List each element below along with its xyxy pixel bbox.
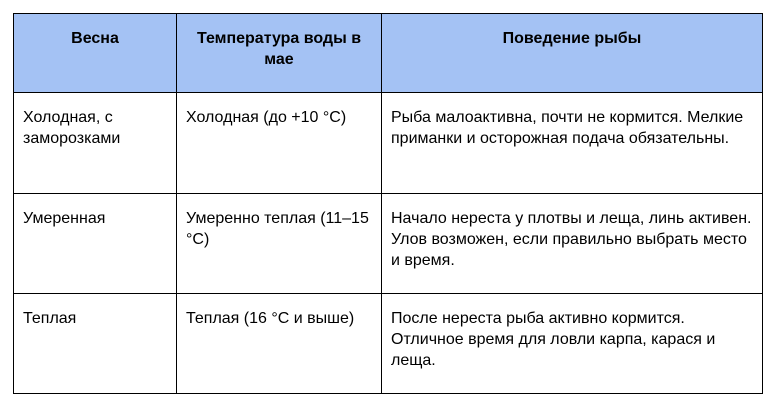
table-row xyxy=(14,93,763,194)
table-row xyxy=(14,294,763,394)
cell-spring: Умеренная xyxy=(14,194,177,294)
table-header-row xyxy=(14,14,763,93)
cell-water-temperature: Умеренно теплая (11–15 °C) xyxy=(177,194,382,294)
table-row xyxy=(14,194,763,294)
cell-fish-behavior: Начало нереста у плотвы и леща, линь активен. Улов возможен, если правильно выбрать место и время. xyxy=(382,194,763,294)
fishing-table-container xyxy=(13,13,763,394)
header-water-temperature: Температура воды в мае xyxy=(177,14,382,93)
cell-water-temperature: Холодная (до +10 °C) xyxy=(177,93,382,194)
cell-fish-behavior: После нереста рыба активно кормится. Отличное время для ловли карпа, карася и леща. xyxy=(382,294,763,394)
cell-water-temperature: Теплая (16 °C и выше) xyxy=(177,294,382,394)
header-spring: Весна xyxy=(14,14,177,93)
cell-fish-behavior: Рыба малоактивна, почти не кормится. Мелкие приманки и осторожная подача обязательны. xyxy=(382,93,763,194)
cell-spring: Холодная, с заморозками xyxy=(14,93,177,194)
spring-fish-behavior-table xyxy=(13,13,763,394)
cell-spring: Теплая xyxy=(14,294,177,394)
header-fish-behavior: Поведение рыбы xyxy=(382,14,763,93)
